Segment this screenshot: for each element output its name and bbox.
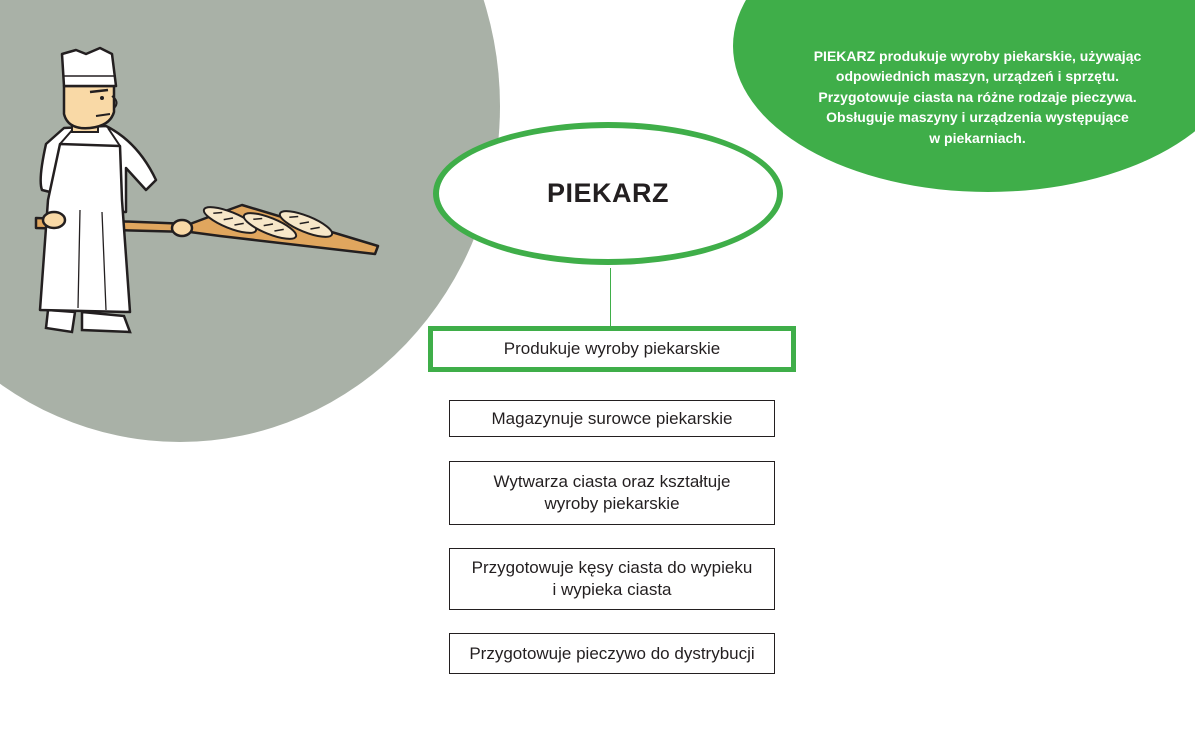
profession-title-ellipse bbox=[433, 122, 783, 265]
profession-title: PIEKARZ bbox=[546, 178, 669, 208]
task-box: Przygotowuje pieczywo do dystrybucji bbox=[449, 633, 775, 674]
baker-illustration bbox=[20, 40, 390, 350]
task-box: Wytwarza ciasta oraz kształtuje wyroby piekarskie bbox=[449, 461, 775, 525]
connector-line bbox=[610, 268, 611, 328]
task-box-main: Produkuje wyroby piekarskie bbox=[428, 326, 796, 372]
task-box: Magazynuje surowce piekarskie bbox=[449, 400, 775, 437]
task-box: Przygotowuje kęsy ciasta do wypieku i wypieka ciasta bbox=[449, 548, 775, 610]
profession-description: PIEKARZ produkuje wyroby piekarskie, używając odpowiednich maszyn, urządzeń i sprzętu. Przygotowuje ciasta na różne rodzaje pieczywa. Obsługuje maszyny i urządzenia występujące w piekarniach. bbox=[813, 48, 1142, 146]
